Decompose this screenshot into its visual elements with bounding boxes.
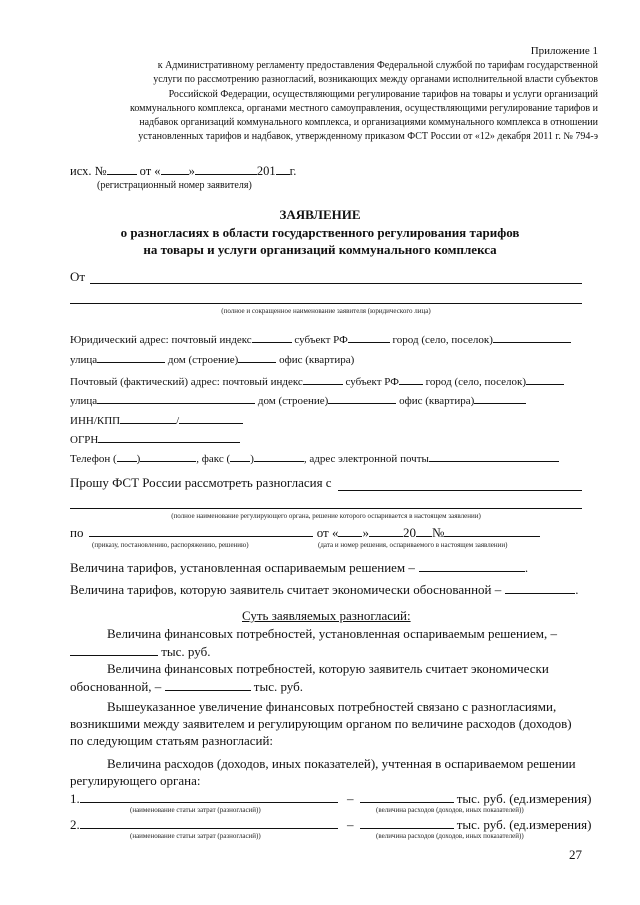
legal-house-label: дом (строение) (167, 354, 239, 366)
regulator-field-2[interactable] (70, 508, 582, 509)
decision-line (70, 524, 540, 541)
postal-street-label: улица (70, 395, 98, 407)
from-field[interactable] (90, 283, 582, 284)
legal-city-label: город (село, поселок) (392, 334, 493, 346)
out-number-label: исх. № (70, 164, 107, 178)
tariff-established-line (70, 559, 528, 576)
postal-address-line (70, 372, 564, 388)
registration-caption: (регистрационный номер заявителя) (97, 180, 252, 191)
decision-date-label: от « (316, 525, 339, 540)
postal-office-field[interactable] (474, 391, 526, 404)
postal-house-field[interactable] (328, 391, 396, 404)
document-title: ЗАЯВЛЕНИЕ (279, 207, 361, 222)
decision-month-field[interactable] (369, 524, 403, 537)
postal-city-label: город (село, поселок) (425, 376, 527, 388)
postal-postcode-field[interactable] (303, 372, 343, 385)
fax-code-field[interactable] (230, 449, 250, 462)
postal-subject-label: субъект РФ (345, 376, 399, 388)
inn-label: ИНН/КПП (70, 415, 121, 427)
essence-title: Суть заявляемых разногласий: (242, 608, 411, 623)
document-subtitle-1: о разногласиях в области государственного регулирования тарифов (120, 225, 520, 240)
item-unit: тыс. руб. (ед.измерения) (456, 817, 592, 832)
essence-p3c: по следующим статьям разногласий: (70, 733, 274, 748)
document-subtitle-2: на товары и услуги организаций коммунального комплекса (143, 242, 497, 257)
contacts-line (70, 449, 559, 465)
postal-street-field[interactable] (97, 391, 255, 404)
date-month-field[interactable] (195, 162, 257, 175)
item-cost-value-field[interactable] (360, 816, 454, 829)
item-caption-left: (наименование статьи затрат (разногласий)) (130, 832, 261, 840)
appendix-line: коммунального комплекса, органами местного самоуправления, осуществляющими регулирование тарифов и (129, 102, 598, 114)
fax-label: , факс ( (196, 453, 231, 465)
postal-street-line (70, 391, 526, 407)
legal-street-line (70, 350, 354, 366)
decision-year: 20 (402, 525, 416, 540)
page-number: 27 (569, 847, 582, 862)
email-field[interactable] (429, 449, 559, 462)
year-suffix: г. (289, 164, 297, 178)
year-field[interactable] (276, 162, 290, 175)
out-number-field[interactable] (107, 162, 137, 175)
year-prefix: 201 (256, 164, 276, 178)
item-dash: – (347, 791, 354, 806)
item-number: 1. (70, 791, 80, 806)
postal-office-label: офис (квартира) (399, 395, 475, 407)
essence-p4b: регулирующего органа: (70, 773, 201, 788)
regulator-caption: (полное наименование регулирующего органа, решение которого оспаривается в настоящем заявлении) (171, 512, 481, 520)
appendix-line: надбавок организаций коммунального комплекса, и организациями коммунального комплекса в отношении (139, 117, 598, 129)
tariff-dot: . (575, 582, 579, 597)
email-label: , адрес электронной почты (303, 453, 429, 465)
appendix-title: Приложение 1 (530, 45, 598, 57)
postal-address-label: Почтовый (фактический) адрес: почтовый индекс (70, 376, 303, 388)
item-caption-right: (величина расходов (доходов, иных показателей)) (376, 806, 524, 814)
phone-paren: ) (136, 453, 141, 465)
phone-code-field[interactable] (117, 449, 137, 462)
ogrn-field[interactable] (98, 430, 240, 443)
item-caption-right: (величина расходов (доходов, иных показателей)) (376, 832, 524, 840)
essence-p3a: Вышеуказанное увеличение финансовых потребностей связано с разногласиями, (107, 699, 557, 714)
item-unit: тыс. руб. (ед.измерения) (456, 791, 592, 806)
essence-p2a: Величина финансовых потребностей, которую заявитель считает экономически (107, 661, 549, 676)
decision-year-field[interactable] (416, 524, 432, 537)
inn-line (70, 411, 243, 427)
item-row (70, 816, 591, 833)
registration-line (70, 162, 296, 179)
essence-p2b-line (70, 678, 303, 695)
decision-quote: » (362, 525, 369, 540)
item-caption-left: (наименование статьи затрат (разногласий)) (130, 806, 261, 814)
item-row (70, 790, 591, 807)
essence-p1b-line (70, 643, 210, 660)
postal-house-label: дом (строение) (257, 395, 329, 407)
essence-p1a: Величина финансовых потребностей, установленная оспариваемым решением, – (107, 626, 557, 641)
ogrn-line (70, 430, 240, 446)
essence-p4a: Величина расходов (доходов, иных показателей), учтенная в оспариваемом решении (107, 756, 576, 771)
legal-street-label: улица (70, 354, 98, 366)
legal-city-field[interactable] (493, 330, 571, 343)
tariff-established-field[interactable] (419, 559, 525, 572)
regulator-field[interactable] (338, 490, 582, 491)
item-cost-value-field[interactable] (360, 790, 454, 803)
appendix-line: к Административному регламенту предоставления Федеральной службой по тарифам государственной (157, 60, 598, 71)
appendix-line: услуги по рассмотрению разногласий, возникающих между органами исполнительной власти субъектов (153, 74, 598, 86)
tariff-justified-line (70, 581, 579, 598)
po-label: по (70, 525, 84, 540)
decision-caption-right: (дата и номер решения, оспариваемого в настоящем заявлении) (318, 541, 508, 549)
financial-needs-justified-field[interactable] (165, 678, 251, 691)
financial-needs-established-field[interactable] (70, 643, 158, 656)
tariff-justified-field[interactable] (505, 581, 575, 594)
appendix-text (130, 59, 598, 145)
ogrn-label: ОГРН (70, 434, 99, 446)
legal-address-line (70, 330, 571, 346)
legal-subject-label: субъект РФ (294, 334, 348, 346)
essence-p2c: тыс. руб. (253, 679, 303, 694)
phone-label: Телефон ( (70, 453, 117, 465)
date-day-field[interactable] (161, 162, 189, 175)
decision-caption-left: (приказу, постановлению, распоряжению, решению) (92, 541, 249, 549)
inn-field[interactable] (120, 411, 176, 424)
inn-slash: / (176, 415, 180, 427)
essence-p2b: обоснованной, – (70, 679, 162, 694)
decision-day-field[interactable] (338, 524, 362, 537)
fax-field[interactable] (254, 449, 304, 462)
kpp-field[interactable] (179, 411, 243, 424)
legal-house-field[interactable] (238, 350, 276, 363)
decision-no-label: № (431, 525, 445, 540)
phone-field[interactable] (140, 449, 196, 462)
decision-type-field[interactable] (89, 524, 313, 537)
item-dash: – (347, 817, 354, 832)
appendix-line: Российской Федерации, осуществляющими регулирование тарифов на товары и услуги организаций (168, 88, 598, 100)
legal-postcode-field[interactable] (252, 330, 292, 343)
fax-paren: ) (250, 453, 254, 465)
item-number: 2. (70, 817, 80, 832)
legal-street-field[interactable] (97, 350, 165, 363)
postal-city-field[interactable] (526, 372, 564, 385)
tariff-established-label: Величина тарифов, установленная оспариваемым решением – (70, 560, 415, 575)
appendix-line: установленных тарифов и надбавок, утвержденному приказом ФСТ России от «12» декабря 2011 г. № 794-э (138, 131, 598, 143)
item-cost-name-field[interactable] (80, 816, 338, 829)
legal-office-label: офис (квартира) (279, 354, 355, 366)
legal-address-label: Юридический адрес: почтовый индекс (70, 334, 252, 346)
essence-p1b: тыс. руб. (161, 644, 211, 659)
quote-close: » (188, 164, 195, 178)
from-field-2[interactable] (70, 303, 582, 304)
date-from-label: от « (139, 164, 161, 178)
from-label: От (70, 269, 86, 284)
request-text: Прошу ФСТ России рассмотреть разногласия с (70, 475, 332, 490)
decision-number-field[interactable] (444, 524, 540, 537)
applicant-caption: (полное и сокращенное наименование заявителя (юридического лица) (221, 307, 431, 315)
legal-subject-field[interactable] (348, 330, 390, 343)
tariff-justified-label: Величина тарифов, которую заявитель считает экономически обоснованной – (70, 582, 502, 597)
item-cost-name-field[interactable] (80, 790, 338, 803)
tariff-dot: . (524, 560, 529, 575)
essence-p3b: возникшими между заявителем и регулирующим органом по величине расходов (доходов) (70, 716, 572, 731)
postal-subject-field[interactable] (399, 372, 423, 385)
